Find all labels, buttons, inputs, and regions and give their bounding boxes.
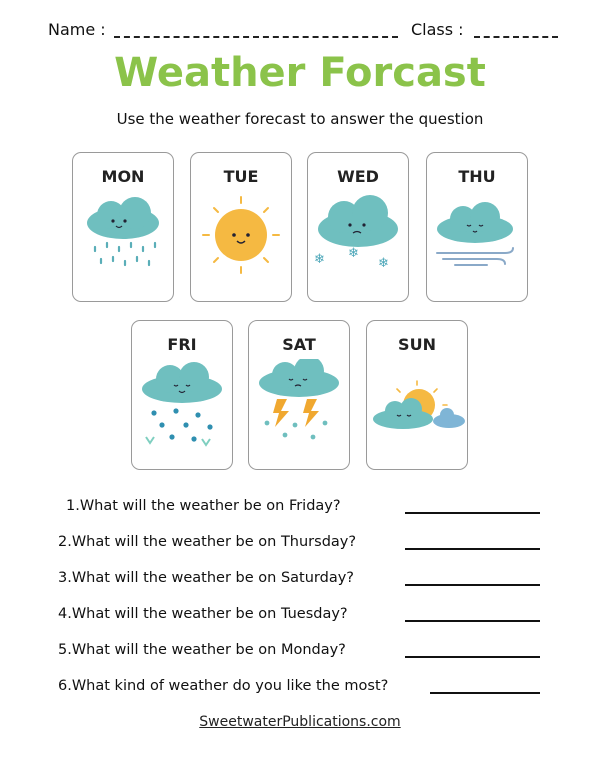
class-field[interactable] bbox=[474, 36, 558, 38]
snow-cloud-icon bbox=[308, 191, 408, 296]
partly-cloudy-icon bbox=[367, 359, 467, 464]
day-card-sat bbox=[248, 320, 350, 470]
question-6: 6.What kind of weather do you like the most? bbox=[58, 678, 389, 694]
question-2: 2.What will the weather be on Thursday? bbox=[58, 534, 357, 550]
hail-cloud-icon bbox=[132, 359, 232, 464]
day-card-thu bbox=[426, 152, 528, 302]
answer-line-1[interactable] bbox=[405, 512, 540, 514]
answer-line-4[interactable] bbox=[405, 620, 540, 622]
thunderstorm-cloud-icon bbox=[249, 359, 349, 464]
instruction-text: Use the weather forecast to answer the question bbox=[116, 110, 484, 128]
question-1: 1.What will the weather be on Friday? bbox=[66, 498, 341, 514]
day-label: SAT bbox=[282, 335, 316, 354]
sun-icon bbox=[191, 191, 291, 296]
answer-line-2[interactable] bbox=[405, 548, 540, 550]
svg-text:❄: ❄ bbox=[378, 256, 389, 271]
day-card-mon bbox=[72, 152, 174, 302]
day-card-sun bbox=[366, 320, 468, 470]
question-3: 3.What will the weather be on Saturday? bbox=[58, 570, 354, 586]
answer-line-3[interactable] bbox=[405, 584, 540, 586]
rain-cloud-icon bbox=[73, 191, 173, 296]
windy-cloud-icon bbox=[427, 191, 527, 296]
day-card-wed bbox=[307, 152, 409, 302]
day-label: WED bbox=[337, 167, 379, 186]
answer-line-6[interactable] bbox=[430, 692, 540, 694]
day-card-tue bbox=[190, 152, 292, 302]
svg-text:❄: ❄ bbox=[348, 246, 359, 261]
day-label: MON bbox=[101, 167, 145, 186]
name-field[interactable] bbox=[114, 36, 398, 38]
answer-line-5[interactable] bbox=[405, 656, 540, 658]
footer-link[interactable]: SweetwaterPublications.com bbox=[199, 714, 401, 730]
day-card-fri bbox=[131, 320, 233, 470]
day-label: TUE bbox=[223, 167, 259, 186]
header-row bbox=[48, 20, 560, 44]
class-label: Class : bbox=[411, 20, 464, 39]
question-5: 5.What will the weather be on Monday? bbox=[58, 642, 346, 658]
svg-text:❄: ❄ bbox=[314, 252, 325, 267]
day-label: FRI bbox=[167, 335, 197, 354]
day-label: SUN bbox=[398, 335, 436, 354]
page-title: Weather Forcast bbox=[114, 50, 486, 96]
day-label: THU bbox=[458, 167, 496, 186]
name-label: Name : bbox=[48, 20, 106, 39]
question-4: 4.What will the weather be on Tuesday? bbox=[58, 606, 348, 622]
